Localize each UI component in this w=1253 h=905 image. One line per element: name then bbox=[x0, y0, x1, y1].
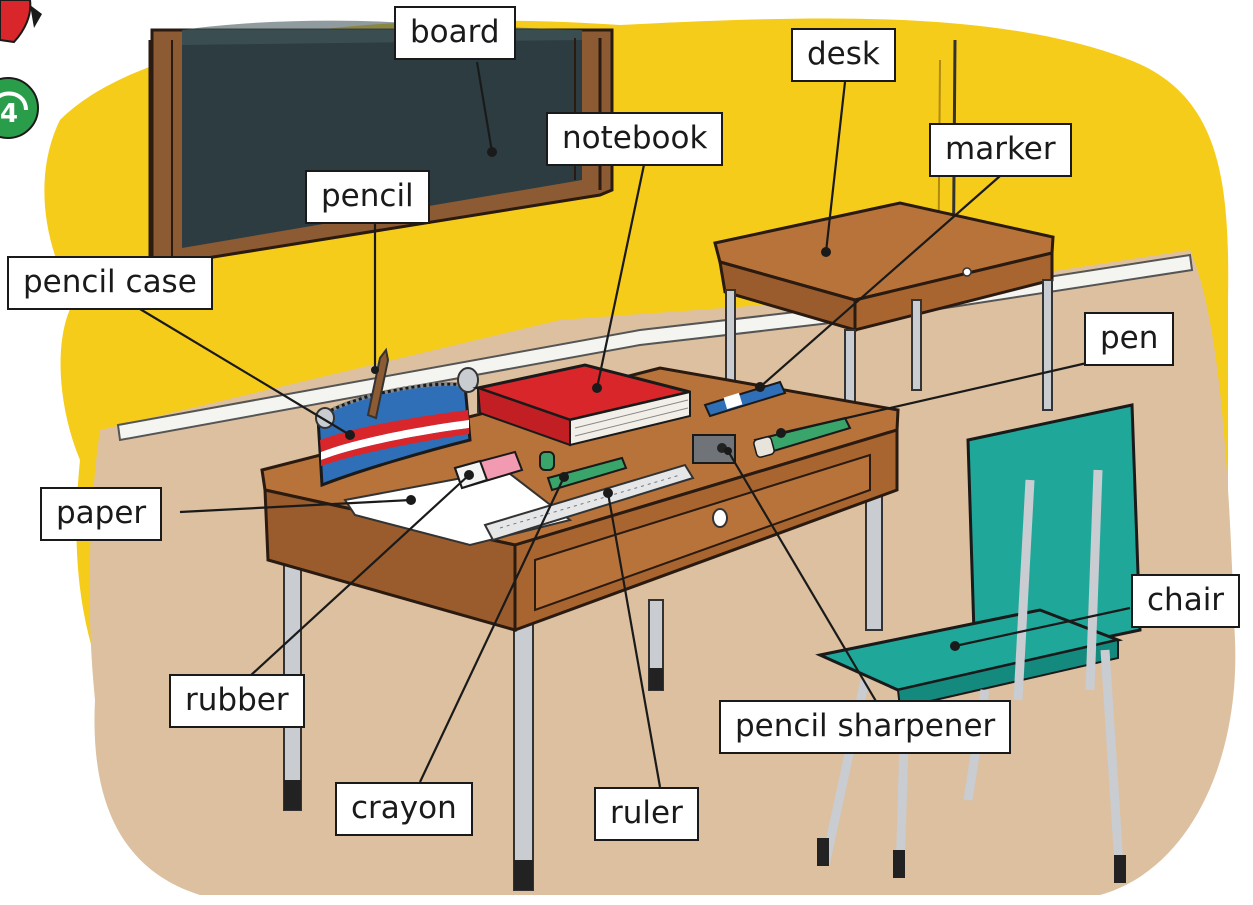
badge bbox=[0, 78, 38, 138]
label-pencil: pencil bbox=[305, 170, 430, 224]
label-ruler: ruler bbox=[594, 787, 699, 841]
mascot bbox=[0, 0, 42, 42]
label-marker: marker bbox=[929, 123, 1072, 177]
label-chair: chair bbox=[1131, 574, 1240, 628]
label-desk: desk bbox=[791, 28, 896, 82]
label-pencil-sharpener: pencil sharpener bbox=[719, 700, 1011, 754]
label-board: board bbox=[394, 6, 516, 60]
label-crayon: crayon bbox=[335, 782, 473, 836]
label-paper: paper bbox=[40, 487, 162, 541]
badge-number: 4 bbox=[0, 99, 19, 129]
label-pencil-case: pencil case bbox=[7, 256, 213, 310]
label-pen: pen bbox=[1084, 312, 1174, 366]
label-notebook: notebook bbox=[546, 112, 723, 166]
label-rubber: rubber bbox=[169, 674, 305, 728]
